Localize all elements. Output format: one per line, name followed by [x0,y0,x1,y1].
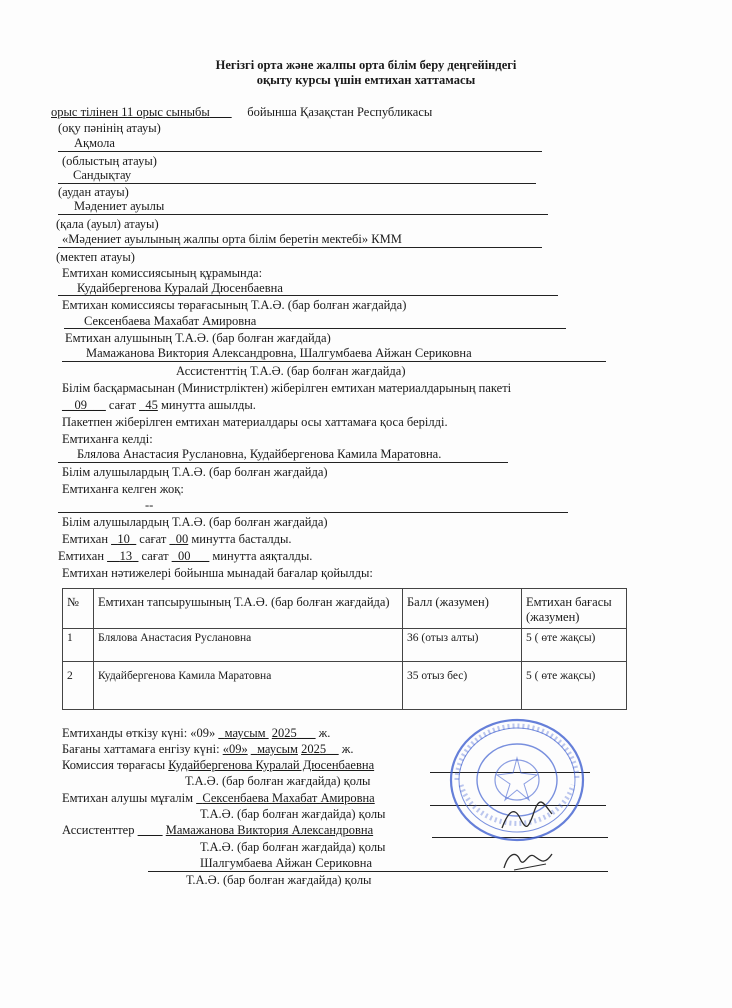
came-rule [58,462,508,463]
row-number: 1 [63,629,94,662]
sign-examiner-label: Емтихан алушы мұғалім [62,791,194,805]
assistant-signature [500,846,556,876]
entry-date-suffix: ж. [341,742,354,756]
subject-suffix: бойынша Қазақстан Республикасы [247,105,433,119]
absent-label: Емтиханға келген жоқ: [62,482,184,496]
exam-date-label: Емтиханды өткізу күні: «09» [62,726,216,740]
document-title-line2: оқыту курсы үшін емтихан хаттамасы [256,73,476,87]
start-mid: сағат [139,532,167,546]
chair-value: Сексенбаева Махабат Амировна [84,314,257,328]
village-value: Мәдениет ауылы [74,199,165,213]
subject-caption: (оқу пәнінің атауы) [58,121,161,135]
results-header-row [63,589,627,629]
sign-caption-4: Т.А.Ә. (бар болған жағдайда) қолы [186,873,372,887]
sign-chair-name: Кудайбергенова Куралай Дюсенбаевна [168,758,375,772]
results-table [62,588,627,710]
entry-date-month: маусым [257,742,298,756]
row-score: 36 (отыз алты) [403,629,522,662]
table-row [63,662,627,710]
exam-date-month: маусым [224,726,266,740]
header-number: № [63,589,94,629]
package-min-suffix: минутта ашылды. [160,398,256,412]
row-grade: 5 ( өте жақсы) [522,629,627,662]
students-caption-2: Білім алушылардың Т.А.Ә. (бар болған жағдайда) [62,515,328,529]
absent-rule [58,512,568,513]
examiner-caption: Емтихан алушының Т.А.Ә. (бар болған жағдайда) [65,331,331,345]
table-row [63,629,627,662]
district-rule [58,183,536,184]
start-prefix: Емтихан [62,532,109,546]
entry-date-label: Бағаны хаттамаға енгізу күні: [62,742,220,756]
grades-intro: Емтихан нәтижелері бойынша мынадай бағалар қойылды: [62,566,373,580]
absent-value: -- [145,498,154,512]
entry-date-day: «09» [222,742,248,756]
end-prefix: Емтихан [58,549,105,563]
sign-assist-line [62,823,373,838]
exam-date-suffix: ж. [318,726,331,740]
sign-caption-3: Т.А.Ә. (бар болған жағдайда) қолы [200,840,386,854]
sign-assist-label: Ассистенттер [62,823,135,837]
sign-examiner-name: Сексенбаева Махабат Амировна [202,791,375,805]
row-student-name: Кудайбергенова Камила Маратовна [94,662,403,710]
sign-assist-name-2: Шалгумбаева Айжан Сериковна [200,856,373,870]
end-time-line: Емтихан __13_ сағат _00___ минутта аяқталды. [58,549,313,563]
school-caption: (мектеп атауы) [56,250,135,264]
sign-examiner-line [62,791,375,806]
document-title-line1: Негізгі орта және жалпы орта білім беру деңгейіндегі [215,58,517,72]
subject-line [51,105,432,120]
entry-date-year: 2025 [301,742,327,756]
district-value: Сандықтау [73,168,132,182]
end-min: 00 [177,549,191,563]
package-hour-suffix: сағат [108,398,136,412]
header-grade: Емтихан бағасы (жазумен) [522,589,627,629]
package-time-line: __09___ сағат _45 минутта ашылды. [62,398,256,412]
village-caption: (қала (ауыл) атауы) [56,217,159,231]
start-time-line: Емтихан _10_ сағат _00 минутта басталды. [62,532,292,546]
commission-label: Емтихан комиссиясының құрамында: [62,266,263,280]
village-rule [58,214,548,215]
row-grade: 5 ( өте жақсы) [522,662,627,710]
students-caption: Білім алушылардың Т.А.Ә. (бар болған жағдайда) [62,465,328,479]
came-value: Блялова Анастасия Руслановна, Кудайбергенова Камила Маратовна. [77,447,442,461]
school-value: «Мәдениет ауылының жалпы орта білім беретін мектебі» КММ [62,232,402,246]
attached-text: Пакетпен жіберілген емтихан материалдары осы хаттамаға қоса берілді. [62,415,448,429]
sign-caption-1: Т.А.Ә. (бар болған жағдайда) қолы [185,774,371,788]
assistants-value: Мамажанова Виктория Александровна, Шалгумбаева Айжан Сериковна [86,346,472,360]
end-hour: 13 [119,549,133,563]
school-rule [58,247,542,248]
assistants-caption: Ассистенттің Т.А.Ә. (бар болған жағдайда) [176,364,406,378]
region-value: Ақмола [74,136,115,150]
sign-caption-2: Т.А.Ә. (бар болған жағдайда) қолы [200,807,386,821]
package-min: 45 [145,398,158,412]
start-suffix: минутта басталды. [191,532,292,546]
start-hour: 10 [117,532,130,546]
end-mid: сағат [141,549,169,563]
region-rule [58,151,542,152]
header-score: Балл (жазумен) [403,589,522,629]
entry-date-line: Бағаны хаттамаға енгізу күні: «09» _маусым 2025__ ж. [62,742,354,756]
assistants-rule [62,361,606,362]
row-number: 2 [63,662,94,710]
header-student-name: Емтихан тапсырушының Т.А.Ә. (бар болған жағдайда) [94,589,403,629]
came-label: Емтиханға келді: [62,432,153,446]
exam-date-year: 2025 [271,726,297,740]
package-text: Білім басқармасынан (Министрліктен) жіберілген емтихан материалдарының пакеті [62,381,512,395]
start-min: 00 [175,532,189,546]
subject-value: орыс тілінен 11 орыс сыныбы [51,105,210,119]
examiner-signature [498,800,558,834]
region-caption: (облыстың атауы) [62,154,157,168]
end-suffix: минутта аяқталды. [212,549,313,563]
chair-caption: Емтихан комиссиясы төрағасының Т.А.Ә. (бар болған жағдайда) [62,298,407,312]
exam-date-line: Емтиханды өткізу күні: «09» _маусым 2025___ ж. [62,726,331,740]
row-score: 35 отыз бес) [403,662,522,710]
sign-chair-label: Комиссия төрағасы [62,758,166,772]
row-student-name: Блялова Анастасия Руслановна [94,629,403,662]
package-hour: 09 [74,398,87,412]
commission-member: Кудайбергенова Куралай Дюсенбаевна [77,281,283,295]
district-caption: (аудан атауы) [58,185,129,199]
sign-assist-name-1: Мамажанова Виктория Александровна [165,823,374,837]
sign-chair-line [62,758,374,773]
